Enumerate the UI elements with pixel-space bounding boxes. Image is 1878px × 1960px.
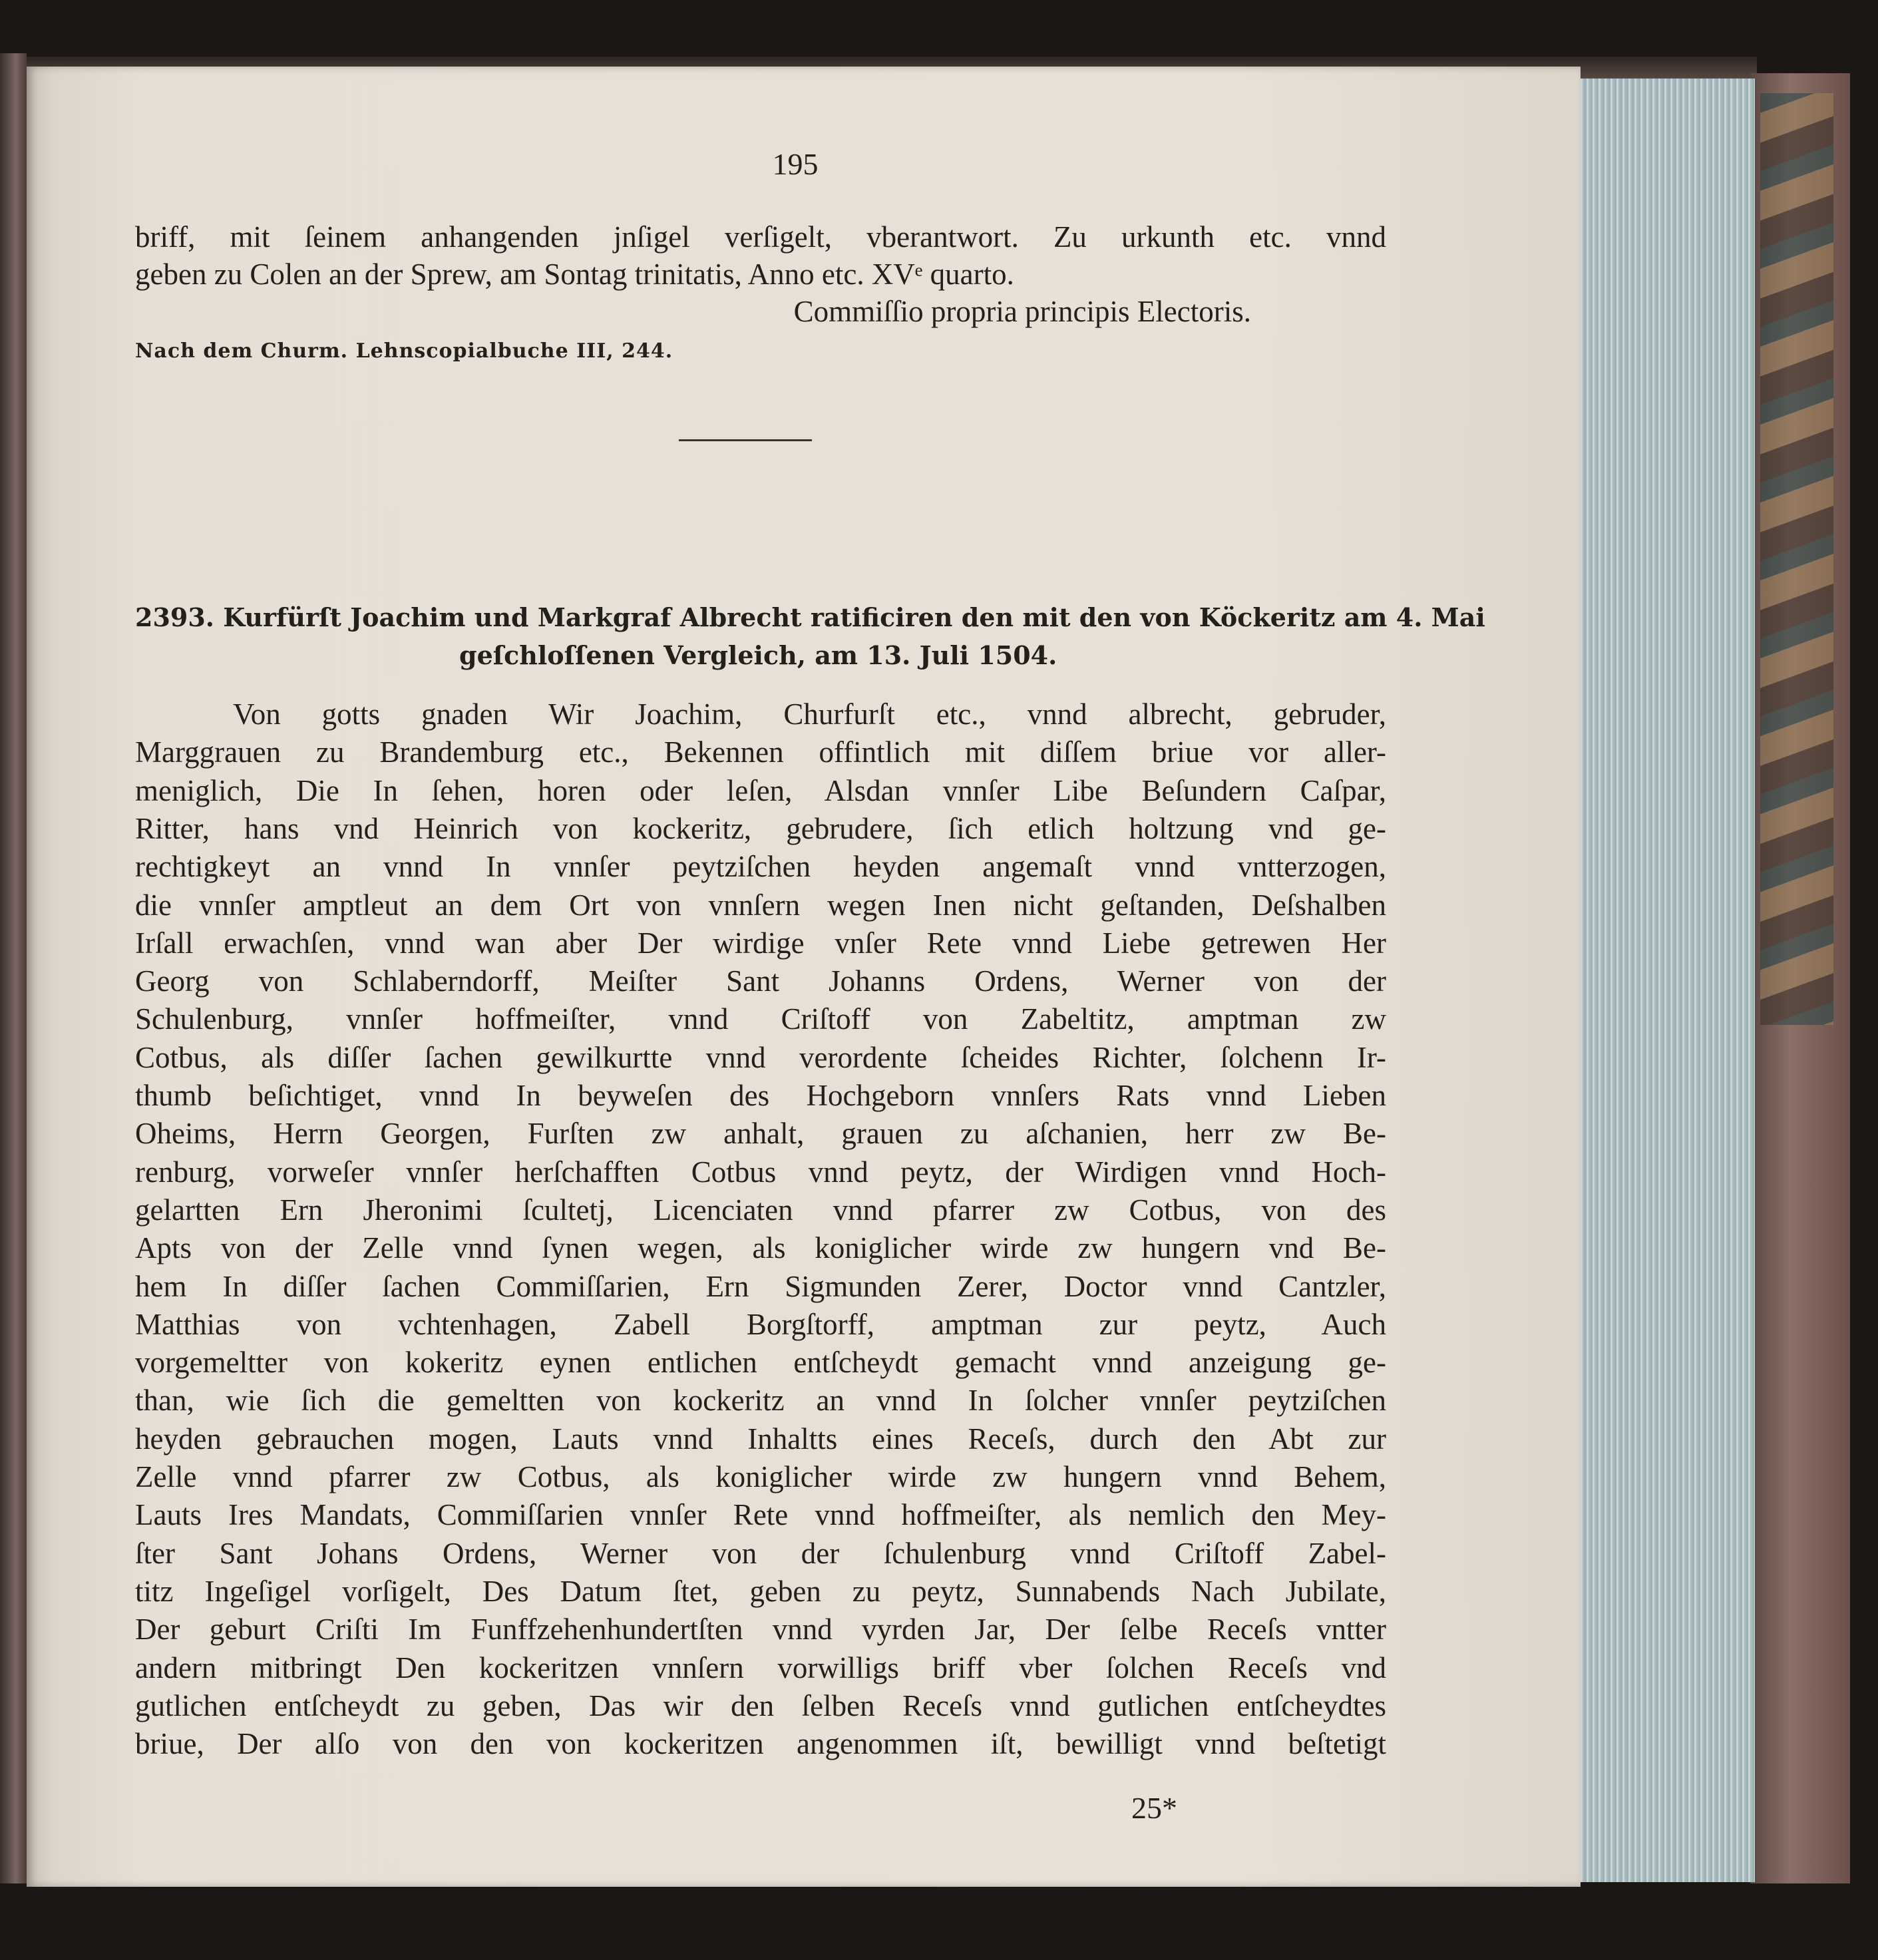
marbled-cover-paper	[1760, 93, 1833, 1025]
book-cover-left	[0, 53, 27, 1883]
body-line: Zelle vnnd pfarrer zw Cotbus, als koniglicher wirde zw hungern vnnd Behem,	[135, 1460, 1386, 1493]
body-line: gutlichen entſcheydt zu geben, Das wir den ſelben Receſs vnnd gutlichen entſcheydtes	[135, 1689, 1386, 1722]
body-line: Marggrauen zu Brandemburg etc., Bekennen offintlich mit diſſem briue vor aller-	[135, 735, 1386, 769]
body-line: die vnnſer amptleut an dem Ort von vnnſern wegen Inen nicht geſtanden, Deſshalben	[135, 888, 1386, 922]
top-line-2: geben zu Colen an der Sprew, am Sontag trinitatis, Anno etc. XVᵉ quarto.	[135, 258, 1014, 291]
body-line: Oheims, Herrn Georgen, Furſten zw anhalt, grauen zu aſchanien, herr zw Be-	[135, 1117, 1386, 1150]
page-number: 195	[772, 147, 819, 181]
body-line: Apts von der Zelle vnnd ſynen wegen, als koniglicher wirde zw hungern vnd Be-	[135, 1231, 1386, 1265]
signature-mark: 25*	[1131, 1791, 1177, 1825]
body-line: Schulenburg, vnnſer hoffmeiſter, vnnd Criſtoff von Zabeltitz, amptman zw	[135, 1002, 1386, 1036]
document-heading-line-1: 2393. Kurfürſt Joachim und Markgraf Albrecht ratificiren den mit den von Köckeritz am 4. Mai	[135, 602, 1485, 632]
body-line: Lauts Ires Mandats, Commiſſarien vnnſer Rete vnnd hoffmeiſter, als nemlich den Mey-	[135, 1498, 1386, 1531]
book-page	[27, 67, 1581, 1887]
body-line: than, wie ſich die gemeltten von kockeritz an vnnd In ſolcher vnnſer peytziſchen	[135, 1384, 1386, 1417]
body-line: Matthias von vchtenhagen, Zabell Borgſtorff, amptman zur peytz, Auch	[135, 1308, 1386, 1341]
body-line: Cotbus, als diſſer ſachen gewilkurtte vnnd verordente ſcheides Richter, ſolchenn Ir-	[135, 1041, 1386, 1074]
page-edges	[1577, 79, 1755, 1882]
body-line: thumb beſichtiget, vnnd In beyweſen des Hochgeborn vnnſers Rats vnnd Lieben	[135, 1079, 1386, 1112]
body-line: vorgemeltter von kokeritz eynen entlichen entſcheydt gemacht vnnd anzeigung ge-	[135, 1346, 1386, 1379]
section-divider	[679, 439, 812, 441]
body-line: heyden gebrauchen mogen, Lauts vnnd Inhaltts eines Receſs, durch den Abt zur	[135, 1422, 1386, 1456]
body-line: renburg, vorweſer vnnſer herſchafften Cotbus vnnd peytz, der Wirdigen vnnd Hoch-	[135, 1155, 1386, 1189]
body-line: Von gotts gnaden Wir Joachim, Churfurſt etc., vnnd albrecht, gebruder,	[233, 697, 1386, 731]
body-line: Georg von Schlaberndorff, Meiſter Sant Johanns Ordens, Werner von der	[135, 964, 1386, 998]
source-note: Nach dem Churm. Lehnscopialbuche III, 244.	[135, 339, 673, 363]
body-line: Ritter, hans vnd Heinrich von kockeritz, gebrudere, ſich etlich holtzung vnd ge-	[135, 812, 1386, 845]
body-line: rechtigkeyt an vnnd In vnnſer peytziſchen heyden angemaſt vnnd vntterzogen,	[135, 850, 1386, 883]
top-line-3: Commiſſio propria principis Electoris.	[793, 295, 1251, 328]
body-line: Der geburt Criſti Im Funffzehenhundertſten vnnd vyrden Jar, Der ſelbe Receſs vntter	[135, 1613, 1386, 1646]
body-line: gelartten Ern Jheronimi ſcultetj, Licenciaten vnnd pfarrer zw Cotbus, von des	[135, 1193, 1386, 1227]
body-line: hem In diſſer ſachen Commiſſarien, Ern Sigmunden Zerer, Doctor vnnd Cantzler,	[135, 1270, 1386, 1303]
body-line: andern mitbringt Den kockeritzen vnnſern vorwilligs briff vber ſolchen Receſs vnd	[135, 1651, 1386, 1684]
body-line: briue, Der alſo von den von kockeritzen angenommen iſt, bewilligt vnnd beſtetigt	[135, 1727, 1386, 1760]
body-line: Irſall erwachſen, vnnd wan aber Der wirdige vnſer Rete vnnd Liebe getrewen Her	[135, 926, 1386, 960]
document-heading-line-2: geſchloſſenen Vergleich, am 13. Juli 1504.	[459, 640, 1057, 670]
body-line: ſter Sant Johans Ordens, Werner von der ſchulenburg vnnd Criſtoff Zabel-	[135, 1537, 1386, 1570]
body-line: meniglich, Die In ſehen, horen oder leſen, Alsdan vnnſer Libe Beſundern Caſpar,	[135, 774, 1386, 807]
body-line: titz Ingeſigel vorſigelt, Des Datum ſtet, geben zu peytz, Sunnabends Nach Jubilate,	[135, 1575, 1386, 1608]
top-line-1: briff, mit ſeinem anhangenden jnſigel verſigelt, vberantwort. Zu urkunth etc. vnnd	[135, 220, 1386, 254]
